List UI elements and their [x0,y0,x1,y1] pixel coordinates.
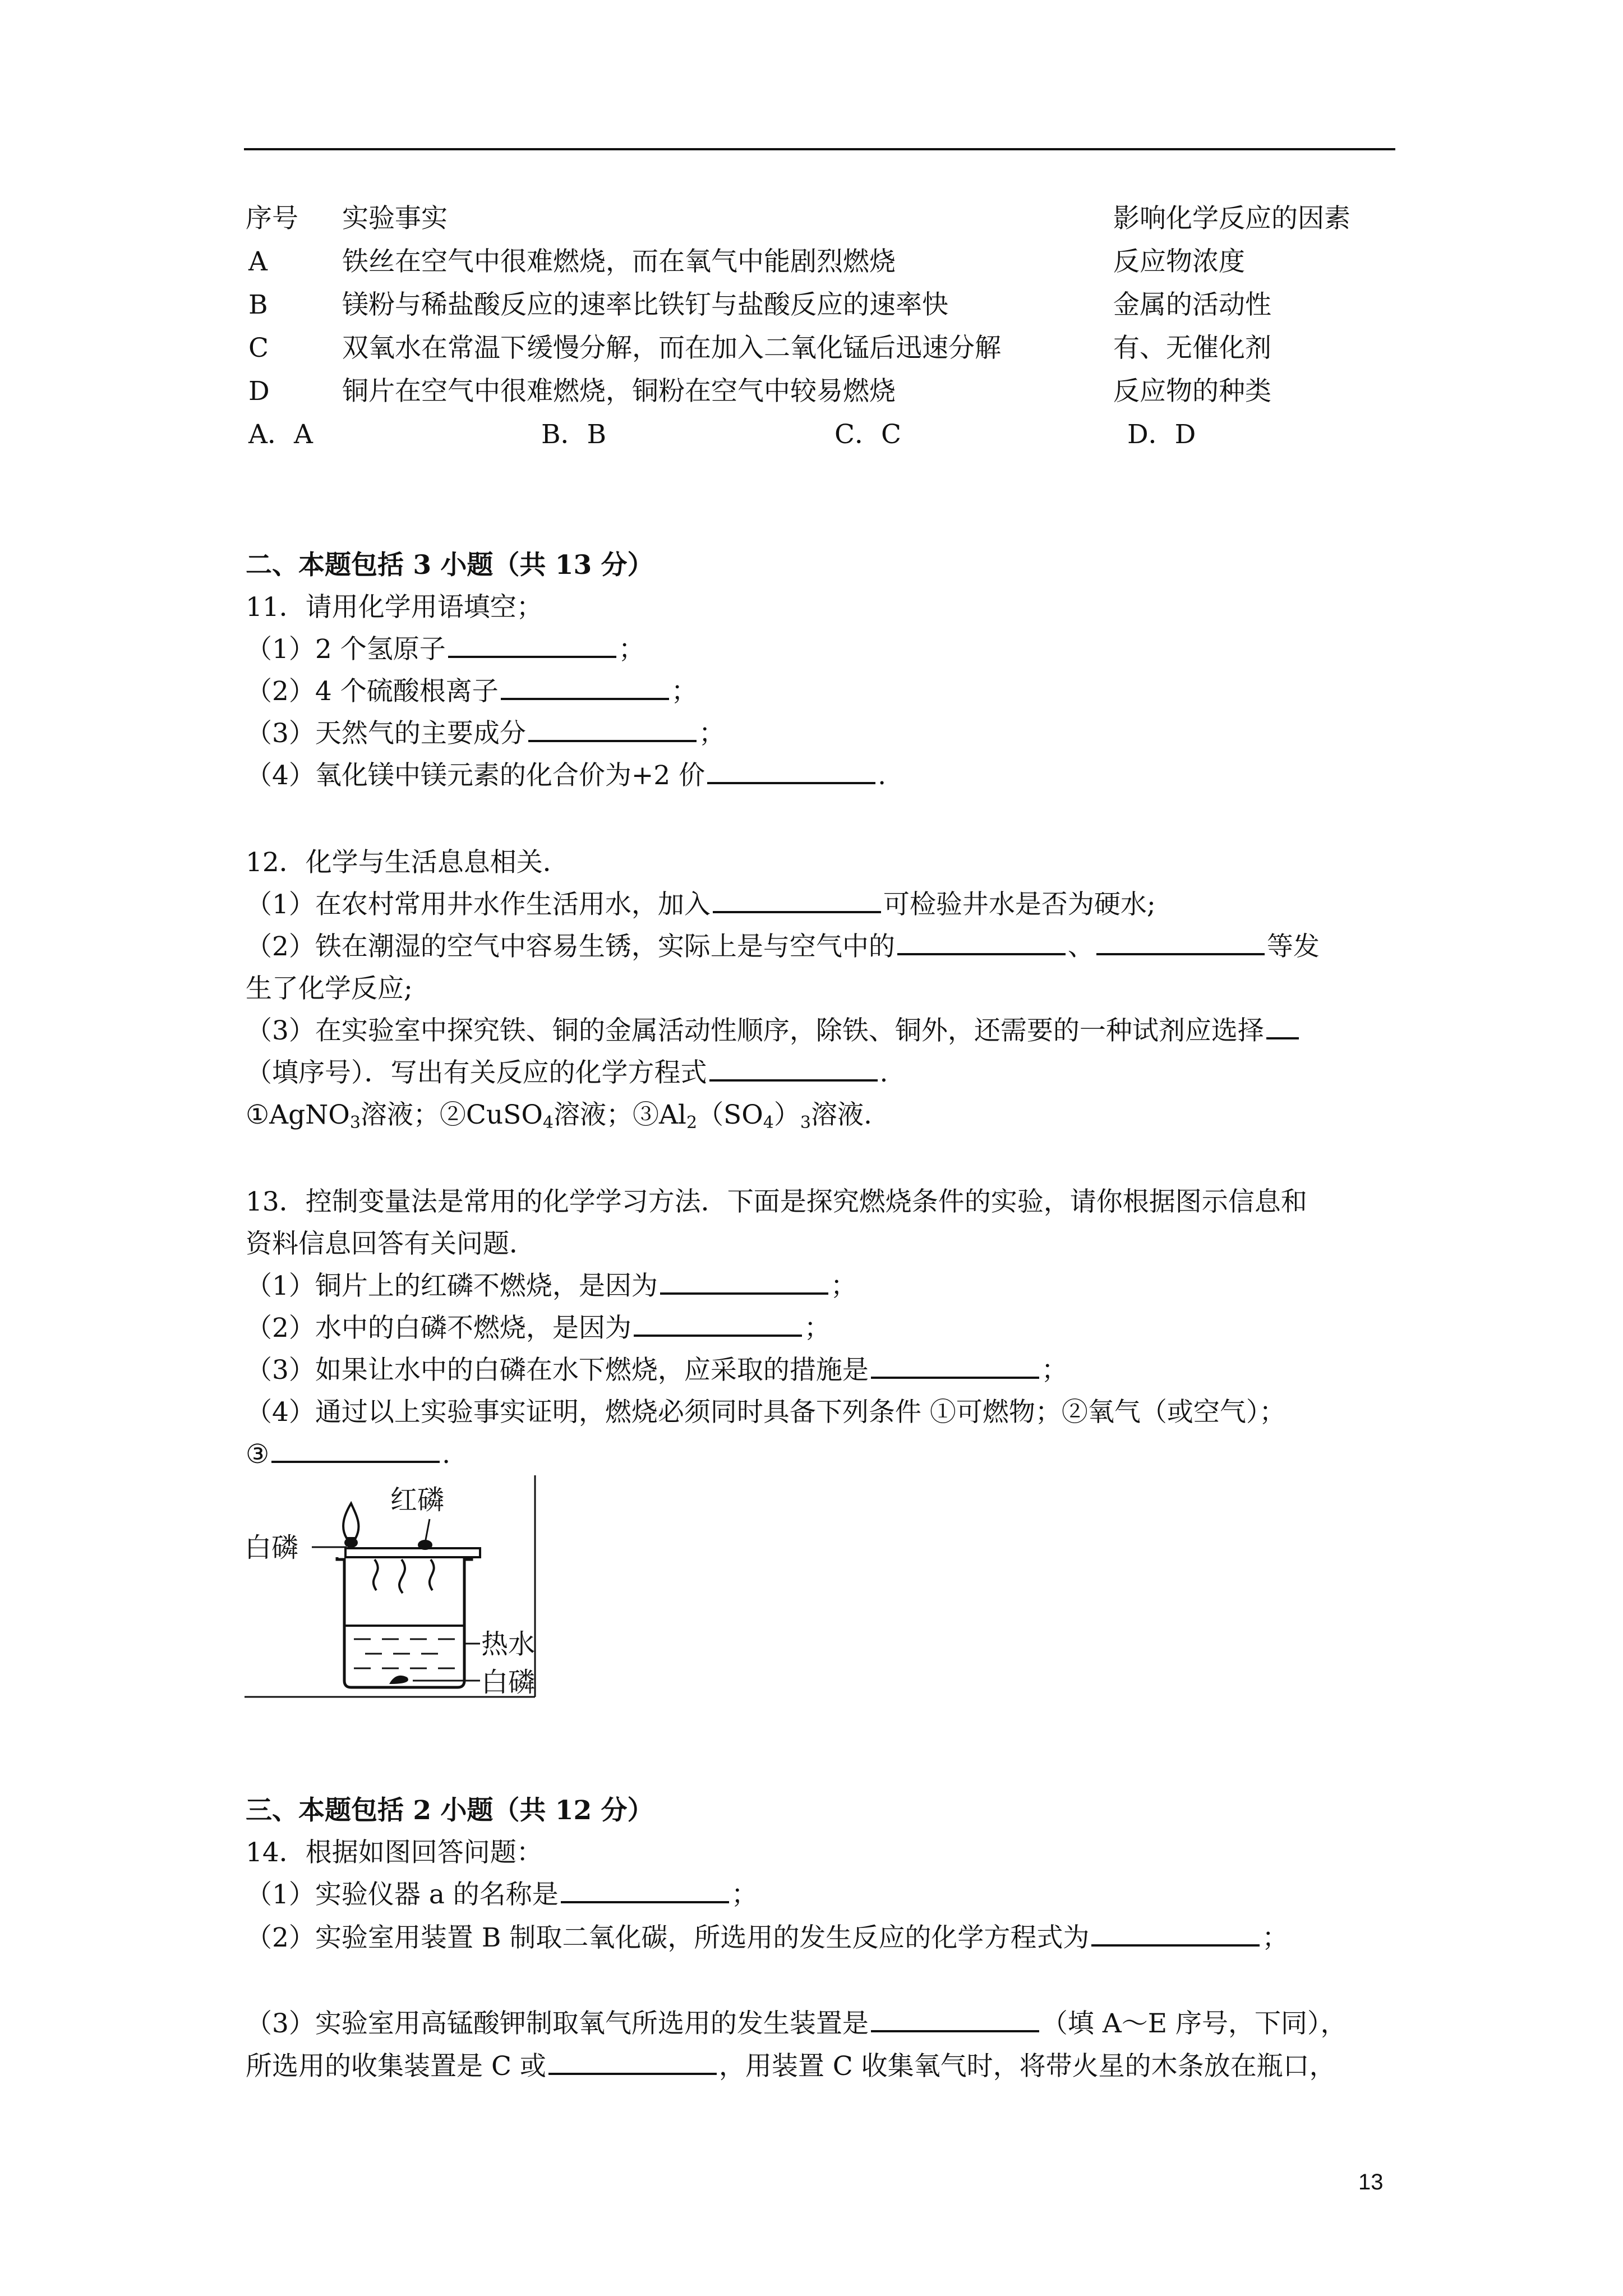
q12-options [246,1098,872,1132]
q12-part-2-text: （2）铁在潮湿的空气中容易生锈，实际上是与空气中的 [246,931,895,962]
answer-blank[interactable] [871,2008,1039,2032]
answer-blank[interactable] [634,1312,802,1337]
q11-stem: 11．请用化学用语填空； [246,592,543,623]
answer-blank[interactable] [528,717,697,742]
q11-item-3-text: （3）天然气的主要成分 [246,718,526,749]
q13-item-2-text: （2）水中的白磷不燃烧，是因为 [246,1313,631,1343]
q11-item-2-text: （2）4 个硫酸根离子 [246,676,499,707]
q14-part-2-end: ； [1262,1922,1289,1953]
q12-part-2-end: 等发 [1266,931,1320,962]
answer-blank[interactable] [548,2050,717,2075]
copper-plate [345,1548,480,1557]
answer-blank[interactable] [713,889,881,913]
q11-item-2-end: ； [671,676,698,707]
option-text: 溶液；②CuSO [360,1099,543,1130]
q12-part-3-cont [246,1056,888,1090]
label-white-phosphorus-bottom: 白磷 [481,1667,536,1698]
q14-part-2-text: （2）实验室用装置 B 制取二氧化碳，所选用的发生反应的化学方程式为 [246,1922,1090,1953]
q11-item-2 [246,675,698,708]
white-phosphorus-top [344,1538,358,1548]
q12-part-3-text: （3）在实验室中探究铁、铜的金属活动性顺序，除铁、铜外，还需要的一种试剂应选择 [246,1015,1264,1046]
q13-item-4-cont-text: ③ [246,1439,270,1470]
table-header-factor: 影响化学反应的因素 [1113,203,1350,234]
choice-d: D．D [1127,419,1196,450]
q11-item-4 [246,759,886,793]
subscript: 4 [763,1113,774,1133]
answer-blank[interactable] [1266,1015,1299,1039]
q14-part-3-text: （3）实验室用高锰酸钾制取氧气所选用的发生装置是 [246,2008,869,2039]
q11-item-1-end: ； [618,634,645,665]
q13-item-4: （4）通过以上实验事实证明，燃烧必须同时具备下列条件 ①可燃物；②氧气（或空气）； [246,1397,1286,1428]
page-number: 13 [1358,2170,1384,2194]
option-text: ①AgNO [246,1099,350,1130]
table-row-id: B [248,289,268,320]
option-text: 溶液. [810,1099,872,1130]
q11-item-4-text: （4）氧化镁中镁元素的化合价为+2 价 [246,760,706,791]
q13-item-4-cont [246,1438,450,1471]
q13-item-1 [246,1269,857,1303]
answer-blank[interactable] [707,760,875,784]
q14-part-1 [246,1878,758,1912]
q12-part-2-sep: 、 [1067,931,1094,962]
label-white-phosphorus-top: 白磷 [245,1532,299,1563]
table-row-factor: 有、无催化剂 [1113,333,1271,364]
subscript: 3 [800,1113,811,1133]
q13-item-2-end: ； [804,1313,831,1343]
q12-part-2-cont: 生了化学反应; [246,973,413,1004]
q13-item-1-text: （1）铜片上的红磷不燃烧，是因为 [246,1271,658,1301]
water-hatching [354,1639,455,1668]
table-row-fact: 镁粉与稀盐酸反应的速率比铁钉与盐酸反应的速率快 [342,289,948,320]
section-3-title: 三、本题包括 2 小题（共 12 分） [246,1795,654,1826]
white-phosphorus-bottom [389,1676,408,1684]
answer-blank[interactable] [897,931,1066,955]
table-row-fact: 双氧水在常温下缓慢分解，而在加入二氧化锰后迅速分解 [342,333,1001,364]
header-rule [244,148,1395,150]
steam-line [430,1559,434,1590]
answer-blank[interactable] [709,1057,878,1082]
answer-blank[interactable] [1091,1922,1260,1947]
option-text: （SO [697,1099,763,1130]
answer-blank[interactable] [561,1879,729,1903]
steam-line [374,1559,378,1590]
combustion-experiment-figure [245,1475,542,1702]
table-row-factor: 反应物浓度 [1113,246,1245,277]
table-row-fact: 铁丝在空气中很难燃烧，而在氧气中能剧烈燃烧 [342,246,896,277]
subscript: 4 [542,1113,554,1133]
red-phosphorus-leader [425,1519,430,1543]
steam-line [399,1559,405,1593]
q12-part-1 [246,888,1156,922]
answer-blank[interactable] [660,1270,828,1295]
section-2-title: 二、本题包括 3 小题（共 13 分） [246,550,654,581]
q14-part-3-cont [246,2050,1336,2083]
table-header-index: 序号 [246,203,298,234]
q14-part-2 [246,1921,1288,1955]
q13-item-3-end: ； [1041,1355,1068,1386]
q12-part-3-cont-text: （填序号）．写出有关反应的化学方程式 [246,1057,707,1088]
choice-b: B．B [541,419,607,450]
q11-item-3 [246,717,725,751]
q13-item-3-text: （3）如果让水中的白磷在水下燃烧，应采取的措施是 [246,1355,869,1386]
table-row-factor: 反应物的种类 [1113,376,1271,407]
table-row-id: C [248,333,269,364]
q12-stem: 12．化学与生活息息相关． [246,847,569,878]
table-row-id: A [248,246,268,277]
q13-item-4-end: . [442,1439,451,1470]
q11-item-1 [246,633,645,666]
table-header-fact: 实验事实 [342,203,448,234]
q12-part-3-end: . [879,1057,888,1088]
label-hot-water: 热水 [481,1628,536,1660]
q14-part-3-cont-end: ，用装置 C 收集氧气时，将带火星的木条放在瓶口， [718,2051,1336,2082]
option-text: 溶液；③Al [553,1099,686,1130]
option-text: ） [773,1099,800,1130]
q13-item-2 [246,1312,831,1345]
q12-part-2 [246,930,1320,964]
label-red-phosphorus: 红磷 [390,1484,445,1516]
q12-part-1-text: （1）在农村常用井水作生活用水，加入 [246,889,711,920]
answer-blank[interactable] [1096,931,1265,955]
q13-item-3 [246,1354,1068,1387]
q13-item-1-end: ； [830,1271,857,1301]
combustion-experiment-diagram [245,1475,542,1702]
q11-item-4-end: . [878,760,887,791]
subscript: 3 [349,1113,361,1133]
q12-part-3 [246,1014,1301,1048]
answer-blank[interactable] [448,633,616,658]
answer-blank[interactable] [501,675,669,700]
q11-item-3-end: ； [698,718,725,749]
table-row-factor: 金属的活动性 [1113,289,1271,320]
q13-stem-1: 13．控制变量法是常用的化学学习方法．下面是探究燃烧条件的实验，请你根据图示信息和 [246,1186,1307,1217]
q14-part-3-end: （填 A～E 序号，下同）， [1041,2008,1347,2039]
q13-stem-2: 资料信息回答有关问题． [246,1228,536,1259]
q11-item-1-text: （1）2 个氢原子 [246,634,446,665]
q14-stem: 14．根据如图回答问题： [246,1837,543,1868]
choice-a: A．A [248,419,313,450]
q14-part-1-text: （1）实验仪器 a 的名称是 [246,1879,559,1910]
choice-c: C．C [834,419,901,450]
table-row-fact: 铜片在空气中很难燃烧，铜粉在空气中较易燃烧 [342,376,896,407]
flame-icon [343,1503,358,1538]
answer-blank[interactable] [871,1354,1039,1379]
q14-part-3-cont-text: 所选用的收集装置是 C 或 [246,2051,546,2082]
answer-blank[interactable] [271,1438,440,1463]
q14-part-3 [246,2007,1347,2041]
q14-part-1-end: ； [731,1879,758,1910]
subscript: 2 [686,1113,698,1133]
table-row-id: D [248,376,270,407]
q12-part-1-end: 可检验井水是否为硬水; [883,889,1156,920]
